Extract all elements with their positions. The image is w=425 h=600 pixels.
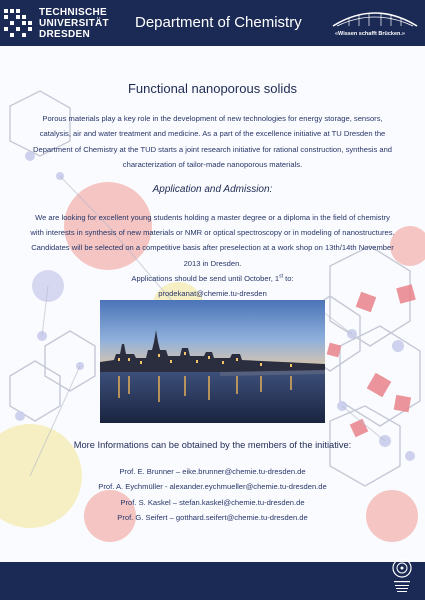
tu-dresden-logo[interactable] bbox=[4, 5, 110, 41]
logo-line-1: TECHNISCHE bbox=[39, 7, 108, 18]
contact-seifert[interactable]: Prof. G. Seifert – gotthard.seifert@chemie.tu-dresden.de bbox=[117, 513, 308, 523]
slogan-text: «Wissen schafft Brücken.» bbox=[335, 31, 405, 37]
application-paragraph bbox=[28, 210, 397, 301]
contact-email-link[interactable]: prodekanat@chemie.tu-dresden bbox=[158, 289, 267, 299]
contact-kaskel[interactable]: Prof. S. Kaskel – stefan.kaskel@chemie.tu-dresden.de bbox=[120, 497, 305, 507]
contact-brunner[interactable]: Prof. E. Brunner – eike.brunner@chemie.tu-dresden.de bbox=[119, 467, 306, 476]
bridge-arc-icon bbox=[329, 6, 421, 30]
university-seal-icon bbox=[391, 557, 413, 597]
contact-list bbox=[0, 464, 425, 526]
slogan-logo[interactable] bbox=[329, 6, 421, 42]
logo-line-3: DRESDEN bbox=[39, 29, 90, 40]
department-title: Department of Chemistry bbox=[135, 14, 302, 31]
intro-paragraph: Porous materials play a key role in the development of new technologies for energy storage, sensors, catalysis, air and water treatment and medicine. As a part of the excellence initiative at TU Dresden the Department of Chemistry at the TUD starts a joint research initiative for rational construction, synthesis and characterization of tailor-made nanoporous materials. bbox=[32, 114, 393, 169]
deadline-prefix: Applications should be send until October, 1 bbox=[131, 273, 280, 283]
application-heading: Application and Admission: bbox=[152, 184, 273, 195]
page-title: Functional nanoporous solids bbox=[127, 81, 298, 96]
contact-eychmueller[interactable]: Prof. A. Eychmüller - alexander.eychmueller@chemie.tu-dresden.de bbox=[98, 482, 327, 492]
deadline-sup: st bbox=[279, 273, 284, 280]
logo-line-2: UNIVERSITÄT bbox=[39, 18, 109, 29]
footer-bar bbox=[0, 562, 425, 600]
deadline-suffix: to: bbox=[283, 273, 294, 283]
application-text: We are looking for excellent young students holding a master degree or a diploma in the field of chemistry with interests in synthesis of new materials or NMR or optical spectroscopy or in modeling of nanostructures. Candidates will be selected on a competitive basis after preselection at a work shop on 13th/14th November 2013 in Dresden. bbox=[30, 213, 395, 268]
more-info-heading: More Informations can be obtained by the members of the initiative: bbox=[73, 440, 352, 450]
header-bar bbox=[0, 0, 425, 46]
dresden-skyline-photo bbox=[100, 300, 325, 423]
tu-dresden-emblem-icon bbox=[4, 9, 34, 37]
